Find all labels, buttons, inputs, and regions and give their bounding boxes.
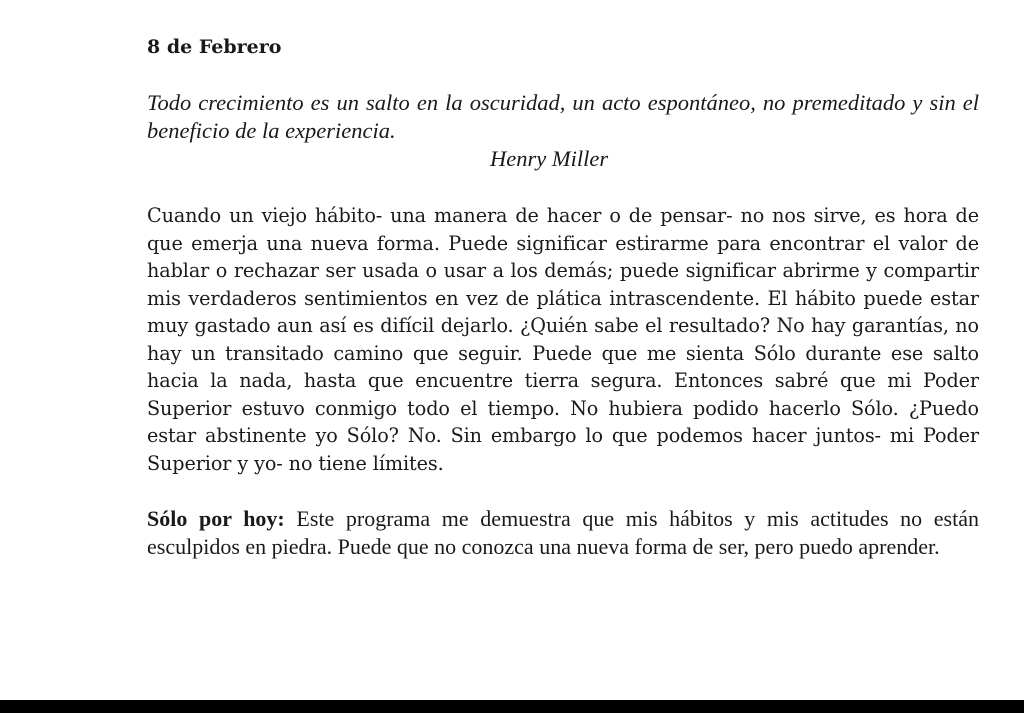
entry-date: 8 de Febrero xyxy=(147,36,282,58)
bottom-black-bar xyxy=(0,700,1024,713)
just-for-today-label: Sólo por hoy: xyxy=(147,506,285,531)
just-for-today-text: Este programa me demuestra que mis hábitos y mis actitudes no están esculpidos en piedra. Puede que no conozca una nueva forma de ser, pero puedo aprender. xyxy=(147,506,979,559)
quote-author: Henry Miller xyxy=(490,146,609,171)
just-for-today-paragraph xyxy=(147,505,979,561)
reflection-paragraph: Cuando un viejo hábito- una manera de hacer o de pensar- no nos sirve, es hora de que emerja una nueva forma. Puede significar estirarme para encontrar el valor de hablar o rechazar ser usada o usar a los demás; puede significar abrirme y compartir mis verdaderos sentimientos en vez de plática intrascendente. El hábito puede estar muy gastado aun así es difícil dejarlo. ¿Quién sabe el resultado? No hay garantías, no hay un transitado camino que seguir. Puede que me sienta Sólo durante ese salto hacia la nada, hasta que encuentre tierra segura. Entonces sabré que mi Poder Superior estuvo conmigo todo el tiempo. No hubiera podido hacerlo Sólo. ¿Puedo estar abstinente yo Sólo? No. Sin embargo lo que podemos hacer juntos- mi Poder Superior y yo- no tiene límites. xyxy=(147,204,979,475)
reading-content xyxy=(147,33,979,561)
epigraph-quote: Todo crecimiento es un salto en la oscuridad, un acto espontáneo, no premeditado y sin el beneficio de la experiencia. xyxy=(147,90,979,143)
